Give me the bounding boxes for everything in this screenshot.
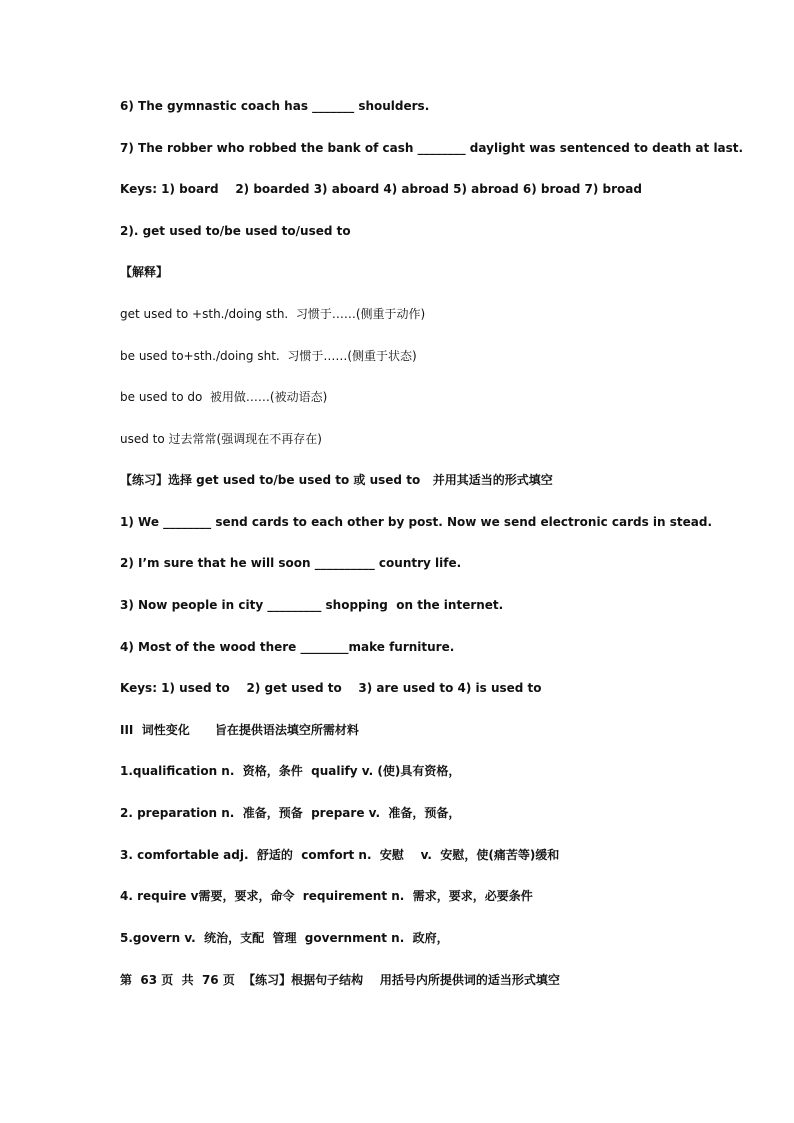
keys-line-1: Keys: 1) board 2) boarded 3) aboard 4) abroad 5) abroad 6) broad 7) broad: [120, 182, 642, 196]
page-footer: 第 63 页 共 76 页 【练习】根据句子结构 用括号内所提供词的适当形式填空: [120, 973, 560, 987]
explanation-line-1: get used to +sth./doing sth. 习惯于……(侧重于动作): [120, 307, 426, 321]
exercise-line-6: 6) The gymnastic coach has _______ shoulders.: [120, 99, 430, 113]
exercise-line-7: 7) The robber who robbed the bank of cash ________ daylight was sentenced to death at last.: [120, 141, 744, 155]
word-form-item-5: 5.govern v. 统治，支配 管理 government n. 政府，: [120, 931, 449, 945]
keys-line-2: Keys: 1) used to 2) get used to 3) are used to 4) is used to: [120, 681, 542, 695]
word-form-item-4: 4. require v需要，要求，命令 requirement n. 需求，要求，必要条件: [120, 889, 533, 903]
practice-line-3: 3) Now people in city _________ shopping on the internet.: [120, 598, 504, 612]
explanation-line-4: used to 过去常常(强调现在不再存在): [120, 432, 322, 446]
word-form-item-2: 2. preparation n. 准备，预备 prepare v. 准备，预备，: [120, 806, 461, 820]
section-heading-used-to: 2). get used to/be used to/used to: [120, 224, 351, 238]
practice-heading: 【练习】选择 get used to/be used to 或 used to 并用其适当的形式填空: [120, 473, 553, 487]
section-heading-word-forms: III 词性变化 旨在提供语法填空所需材料: [120, 723, 359, 737]
explanation-line-2: be used to+sth./doing sht. 习惯于……(侧重于状态): [120, 349, 417, 363]
practice-line-1: 1) We ________ send cards to each other by post. Now we send electronic cards in stead.: [120, 515, 713, 529]
practice-line-4: 4) Most of the wood there ________make furniture.: [120, 640, 455, 654]
explanation-heading: 【解释】: [120, 265, 169, 279]
practice-line-2: 2) I’m sure that he will soon __________ country life.: [120, 556, 462, 570]
word-form-item-3: 3. comfortable adj. 舒适的 comfort n. 安慰 v. 安慰，使(痛苦等)缓和: [120, 848, 560, 862]
word-form-item-1: 1.qualification n. 资格，条件 qualify v. (使)具有资格，: [120, 764, 461, 778]
explanation-line-3: be used to do 被用做……(被动语态): [120, 390, 328, 404]
